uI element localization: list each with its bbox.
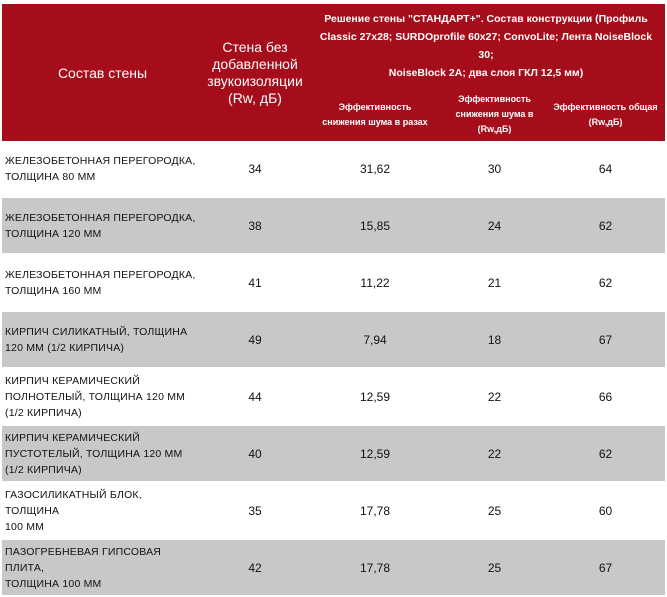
efficiency-total-cell[interactable]: 66 [546, 368, 665, 425]
header-efficiency-times[interactable]: Эффективность снижения шума в разах [322, 101, 428, 127]
efficiency-times-cell[interactable]: 17,78 [307, 482, 443, 539]
base-rw-cell[interactable]: 40 [203, 425, 307, 482]
base-rw-cell[interactable]: 35 [203, 482, 307, 539]
table-row [2, 197, 665, 254]
efficiency-times-cell[interactable]: 15,85 [307, 197, 443, 254]
base-rw-cell[interactable]: 44 [203, 368, 307, 425]
efficiency-total-cell[interactable]: 67 [546, 539, 665, 596]
efficiency-times-cell[interactable]: 31,62 [307, 141, 443, 197]
wall-name-cell[interactable]: ПАЗОГРЕБНЕВАЯ ГИПСОВАЯ ПЛИТА, ТОЛЩИНА 100 ММ [2, 539, 203, 596]
base-rw-cell[interactable]: 38 [203, 197, 307, 254]
table-row [2, 368, 665, 425]
header-solution-standard-plus[interactable]: Решение стены "СТАНДАРТ+". Состав конструкции (Профиль Classic 27x28; SURDOprofile 60x27; ConvoLite; Лента NoiseBlock 30; NoiseBlock 2A; два слоя ГКЛ 12,5 мм) [319, 13, 653, 79]
efficiency-rw-cell[interactable]: 21 [443, 254, 546, 311]
wall-name-cell[interactable]: ЖЕЛЕЗОБЕТОННАЯ ПЕРЕГОРОДКА, ТОЛЩИНА 120 ММ [2, 197, 203, 254]
table-row [2, 539, 665, 596]
table-row [2, 482, 665, 539]
header-base-wall[interactable]: Стена без добавленной звукоизоляции (Rw, дБ) [207, 38, 303, 106]
header-efficiency-total[interactable]: Эффективность общая (Rw,дБ) [553, 101, 658, 127]
efficiency-rw-cell[interactable]: 22 [443, 368, 546, 425]
wall-name-cell[interactable]: ЖЕЛЕЗОБЕТОННАЯ ПЕРЕГОРОДКА, ТОЛЩИНА 80 ММ [2, 141, 203, 197]
sound-insulation-table [2, 4, 665, 597]
table-row [2, 141, 665, 197]
base-rw-cell[interactable]: 42 [203, 539, 307, 596]
efficiency-rw-cell[interactable]: 30 [443, 141, 546, 197]
efficiency-rw-cell[interactable]: 22 [443, 425, 546, 482]
header-wall-composition[interactable]: Состав стены [57, 64, 148, 81]
efficiency-total-cell[interactable]: 67 [546, 311, 665, 368]
efficiency-rw-cell[interactable]: 24 [443, 197, 546, 254]
base-rw-cell[interactable]: 49 [203, 311, 307, 368]
header-row-top [2, 4, 665, 88]
efficiency-total-cell[interactable]: 62 [546, 254, 665, 311]
table-row [2, 425, 665, 482]
efficiency-times-cell[interactable]: 17,78 [307, 539, 443, 596]
base-rw-cell[interactable]: 41 [203, 254, 307, 311]
header-efficiency-rw[interactable]: Эффективность снижения шума в (Rw,дБ) [455, 94, 534, 134]
efficiency-times-cell[interactable]: 11,22 [307, 254, 443, 311]
efficiency-times-cell[interactable]: 7,94 [307, 311, 443, 368]
efficiency-total-cell[interactable]: 64 [546, 141, 665, 197]
efficiency-rw-cell[interactable]: 18 [443, 311, 546, 368]
table-row [2, 254, 665, 311]
efficiency-rw-cell[interactable]: 25 [443, 482, 546, 539]
efficiency-times-cell[interactable]: 12,59 [307, 425, 443, 482]
table-row [2, 311, 665, 368]
wall-name-cell[interactable]: ГАЗОСИЛИКАТНЫЙ БЛОК, ТОЛЩИНА 100 ММ [2, 482, 203, 539]
wall-name-cell[interactable]: КИРПИЧ СИЛИКАТНЫЙ, ТОЛЩИНА 120 ММ (1/2 КИРПИЧА) [2, 311, 203, 368]
wall-name-cell[interactable]: КИРПИЧ КЕРАМИЧЕСКИЙ ПУСТОТЕЛЫЙ, ТОЛЩИНА 120 ММ (1/2 КИРПИЧА) [2, 425, 203, 482]
wall-name-cell[interactable]: КИРПИЧ КЕРАМИЧЕСКИЙ ПОЛНОТЕЛЫЙ, ТОЛЩИНА 120 ММ (1/2 КИРПИЧА) [2, 368, 203, 425]
efficiency-total-cell[interactable]: 62 [546, 197, 665, 254]
base-rw-cell[interactable]: 34 [203, 141, 307, 197]
efficiency-rw-cell[interactable]: 25 [443, 539, 546, 596]
wall-name-cell[interactable]: ЖЕЛЕЗОБЕТОННАЯ ПЕРЕГОРОДКА, ТОЛЩИНА 160 ММ [2, 254, 203, 311]
efficiency-total-cell[interactable]: 60 [546, 482, 665, 539]
efficiency-total-cell[interactable]: 62 [546, 425, 665, 482]
efficiency-times-cell[interactable]: 12,59 [307, 368, 443, 425]
